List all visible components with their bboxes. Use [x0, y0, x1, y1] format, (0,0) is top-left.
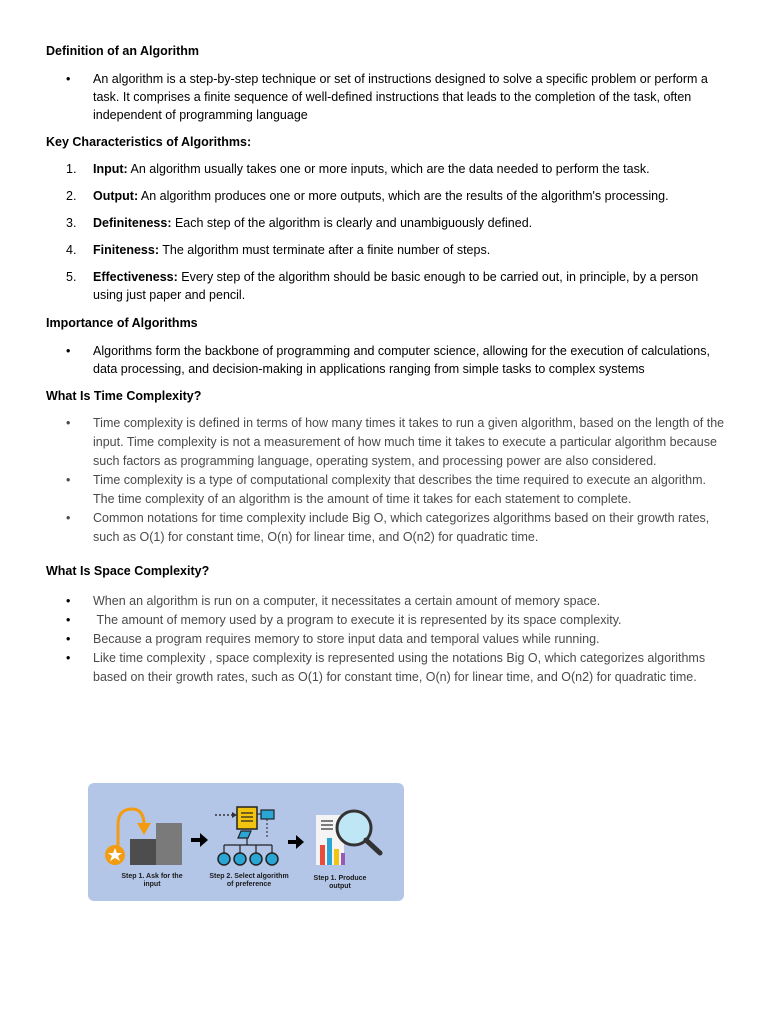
space-complexity-heading: What Is Space Complexity? — [46, 564, 210, 578]
caption-line: output — [329, 883, 351, 890]
list-item: • Common notations for time complexity include Big O, which categorizes algorithms based on their growth rates, such as O(1) for constant time, O(n) for linear time, and O(n2) for quadratic time. — [66, 511, 710, 544]
term-text: Each step of the algorithm is clearly and unambiguously defined. — [171, 216, 533, 230]
list-item-text: Because a program requires memory to store input data and temporal values while running. — [93, 632, 600, 646]
list-item: • Because a program requires memory to store input data and temporal values while running. — [66, 632, 600, 646]
space-complexity-list — [46, 592, 726, 687]
term-output: Output: — [93, 189, 139, 203]
list-item: • Algorithms form the backbone of programming and computer science, allowing for the execution of calculations, data processing, and decision-making in applications ranging from simple tasks to complex systems — [66, 344, 710, 376]
term-finiteness: Finiteness: — [93, 243, 159, 257]
list-item: • Time complexity is a type of computational complexity that describes the time required to execute an algorithm. The time complexity of an algorithm is the amount of time it takes for each statement to complete. — [66, 473, 707, 506]
term-text: The algorithm must terminate after a finite number of steps. — [159, 243, 491, 257]
importance-list — [46, 342, 726, 378]
caption-line: input — [143, 881, 161, 888]
step1-caption — [116, 873, 188, 889]
list-item-text: Algorithms form the backbone of programming and computer science, allowing for the execution of calculations, data processing, and decision-making in applications ranging from simple tasks to complex systems — [93, 344, 710, 376]
input-steps-icon — [105, 809, 182, 865]
arrow-right-icon — [191, 833, 208, 847]
list-number: 2. — [66, 189, 77, 203]
flowchart-tree-icon — [215, 807, 278, 865]
term-effectiveness: Effectiveness: — [93, 270, 178, 284]
caption-line: Step 1. Produce — [313, 875, 367, 882]
list-item — [46, 160, 726, 178]
step2-caption — [202, 873, 296, 889]
arrow-right-icon — [288, 835, 304, 849]
list-item-text: Like time complexity , space complexity is represented using the notations Big O, which categorizes algorithms based on their growth rates, such as O(1) for constant time, O(n) for linear time, and O(n2) for quadratic time. — [93, 651, 706, 684]
list-item: • When an algorithm is run on a computer, it necessitates a certain amount of memory space. — [66, 594, 601, 608]
list-item — [46, 187, 726, 205]
list-item-text: When an algorithm is run on a computer, it necessitates a certain amount of memory space. — [93, 594, 601, 608]
list-item: • Time complexity is defined in terms of how many times it takes to run a given algorithm, based on the length of the input. Time complexity is not a measurement of how much time it takes to execute a particular algorithm because such factors as programming language, operating system, and processing power are also considered. — [66, 416, 725, 468]
list-number: 5. — [66, 270, 77, 284]
term-text: An algorithm usually takes one or more inputs, which are the data needed to perform the task. — [127, 162, 650, 176]
caption-line: Step 2. Select algorithm — [209, 873, 289, 880]
list-item — [46, 268, 726, 304]
definition-list — [46, 70, 726, 124]
list-number: 4. — [66, 243, 77, 257]
list-item-text: Time complexity is a type of computational complexity that describes the time required to execute an algorithm. The time complexity of an algorithm is the amount of time it takes for each statement to complete. — [93, 473, 707, 506]
term-definiteness: Definiteness: — [93, 216, 172, 230]
caption-line: Step 1. Ask for the — [121, 873, 183, 880]
magnifier-report-icon — [316, 811, 380, 865]
characteristics-heading: Key Characteristics of Algorithms: — [46, 135, 252, 149]
list-number: 1. — [66, 162, 77, 176]
document-page — [46, 42, 726, 687]
caption-line: of preference — [226, 881, 272, 888]
list-item — [46, 214, 726, 232]
definition-heading: Definition of an Algorithm — [46, 44, 199, 58]
step3-caption — [306, 875, 374, 891]
list-item — [46, 241, 726, 259]
list-item-text: Common notations for time complexity include Big O, which categorizes algorithms based on their growth rates, such as O(1) for constant time, O(n) for linear time, and O(n2) for quadratic time. — [93, 511, 710, 544]
term-text: An algorithm produces one or more outputs, which are the results of the algorithm's processing. — [138, 189, 669, 203]
algorithm-steps-diagram — [88, 783, 404, 901]
list-item: • An algorithm is a step-by-step technique or set of instructions designed to solve a specific problem or perform a task. It comprises a finite sequence of well-defined instructions that leads to the completion of the task, often independent of programming language — [66, 72, 708, 122]
list-item-text: The amount of memory used by a program to execute it is represented by its space complexity. — [93, 613, 622, 627]
list-item-text: An algorithm is a step-by-step technique or set of instructions designed to solve a specific problem or perform a task. It comprises a finite sequence of well-defined instructions that leads to the completion of the task, often independent of programming language — [93, 72, 708, 122]
list-item-text: Time complexity is defined in terms of how many times it takes to run a given algorithm, based on the length of the input. Time complexity is not a measurement of how much time it takes to execute a particular algorithm because such factors as programming language, operating system, and processing power are also considered. — [93, 416, 725, 468]
list-item: • The amount of memory used by a program to execute it is represented by its space complexity. — [66, 613, 622, 627]
term-input: Input: — [93, 162, 128, 176]
list-item: • Like time complexity , space complexity is represented using the notations Big O, which categorizes algorithms based on their growth rates, such as O(1) for constant time, O(n) for linear time, and O(n2) for quadratic time. — [66, 651, 706, 684]
term-text: Every step of the algorithm should be basic enough to be carried out, in principle, by a person using just paper and pencil. — [93, 270, 699, 302]
characteristics-list — [46, 160, 726, 304]
importance-heading: Importance of Algorithms — [46, 316, 198, 330]
list-number: 3. — [66, 216, 77, 230]
time-complexity-heading: What Is Time Complexity? — [46, 389, 202, 403]
time-complexity-list — [46, 414, 726, 547]
